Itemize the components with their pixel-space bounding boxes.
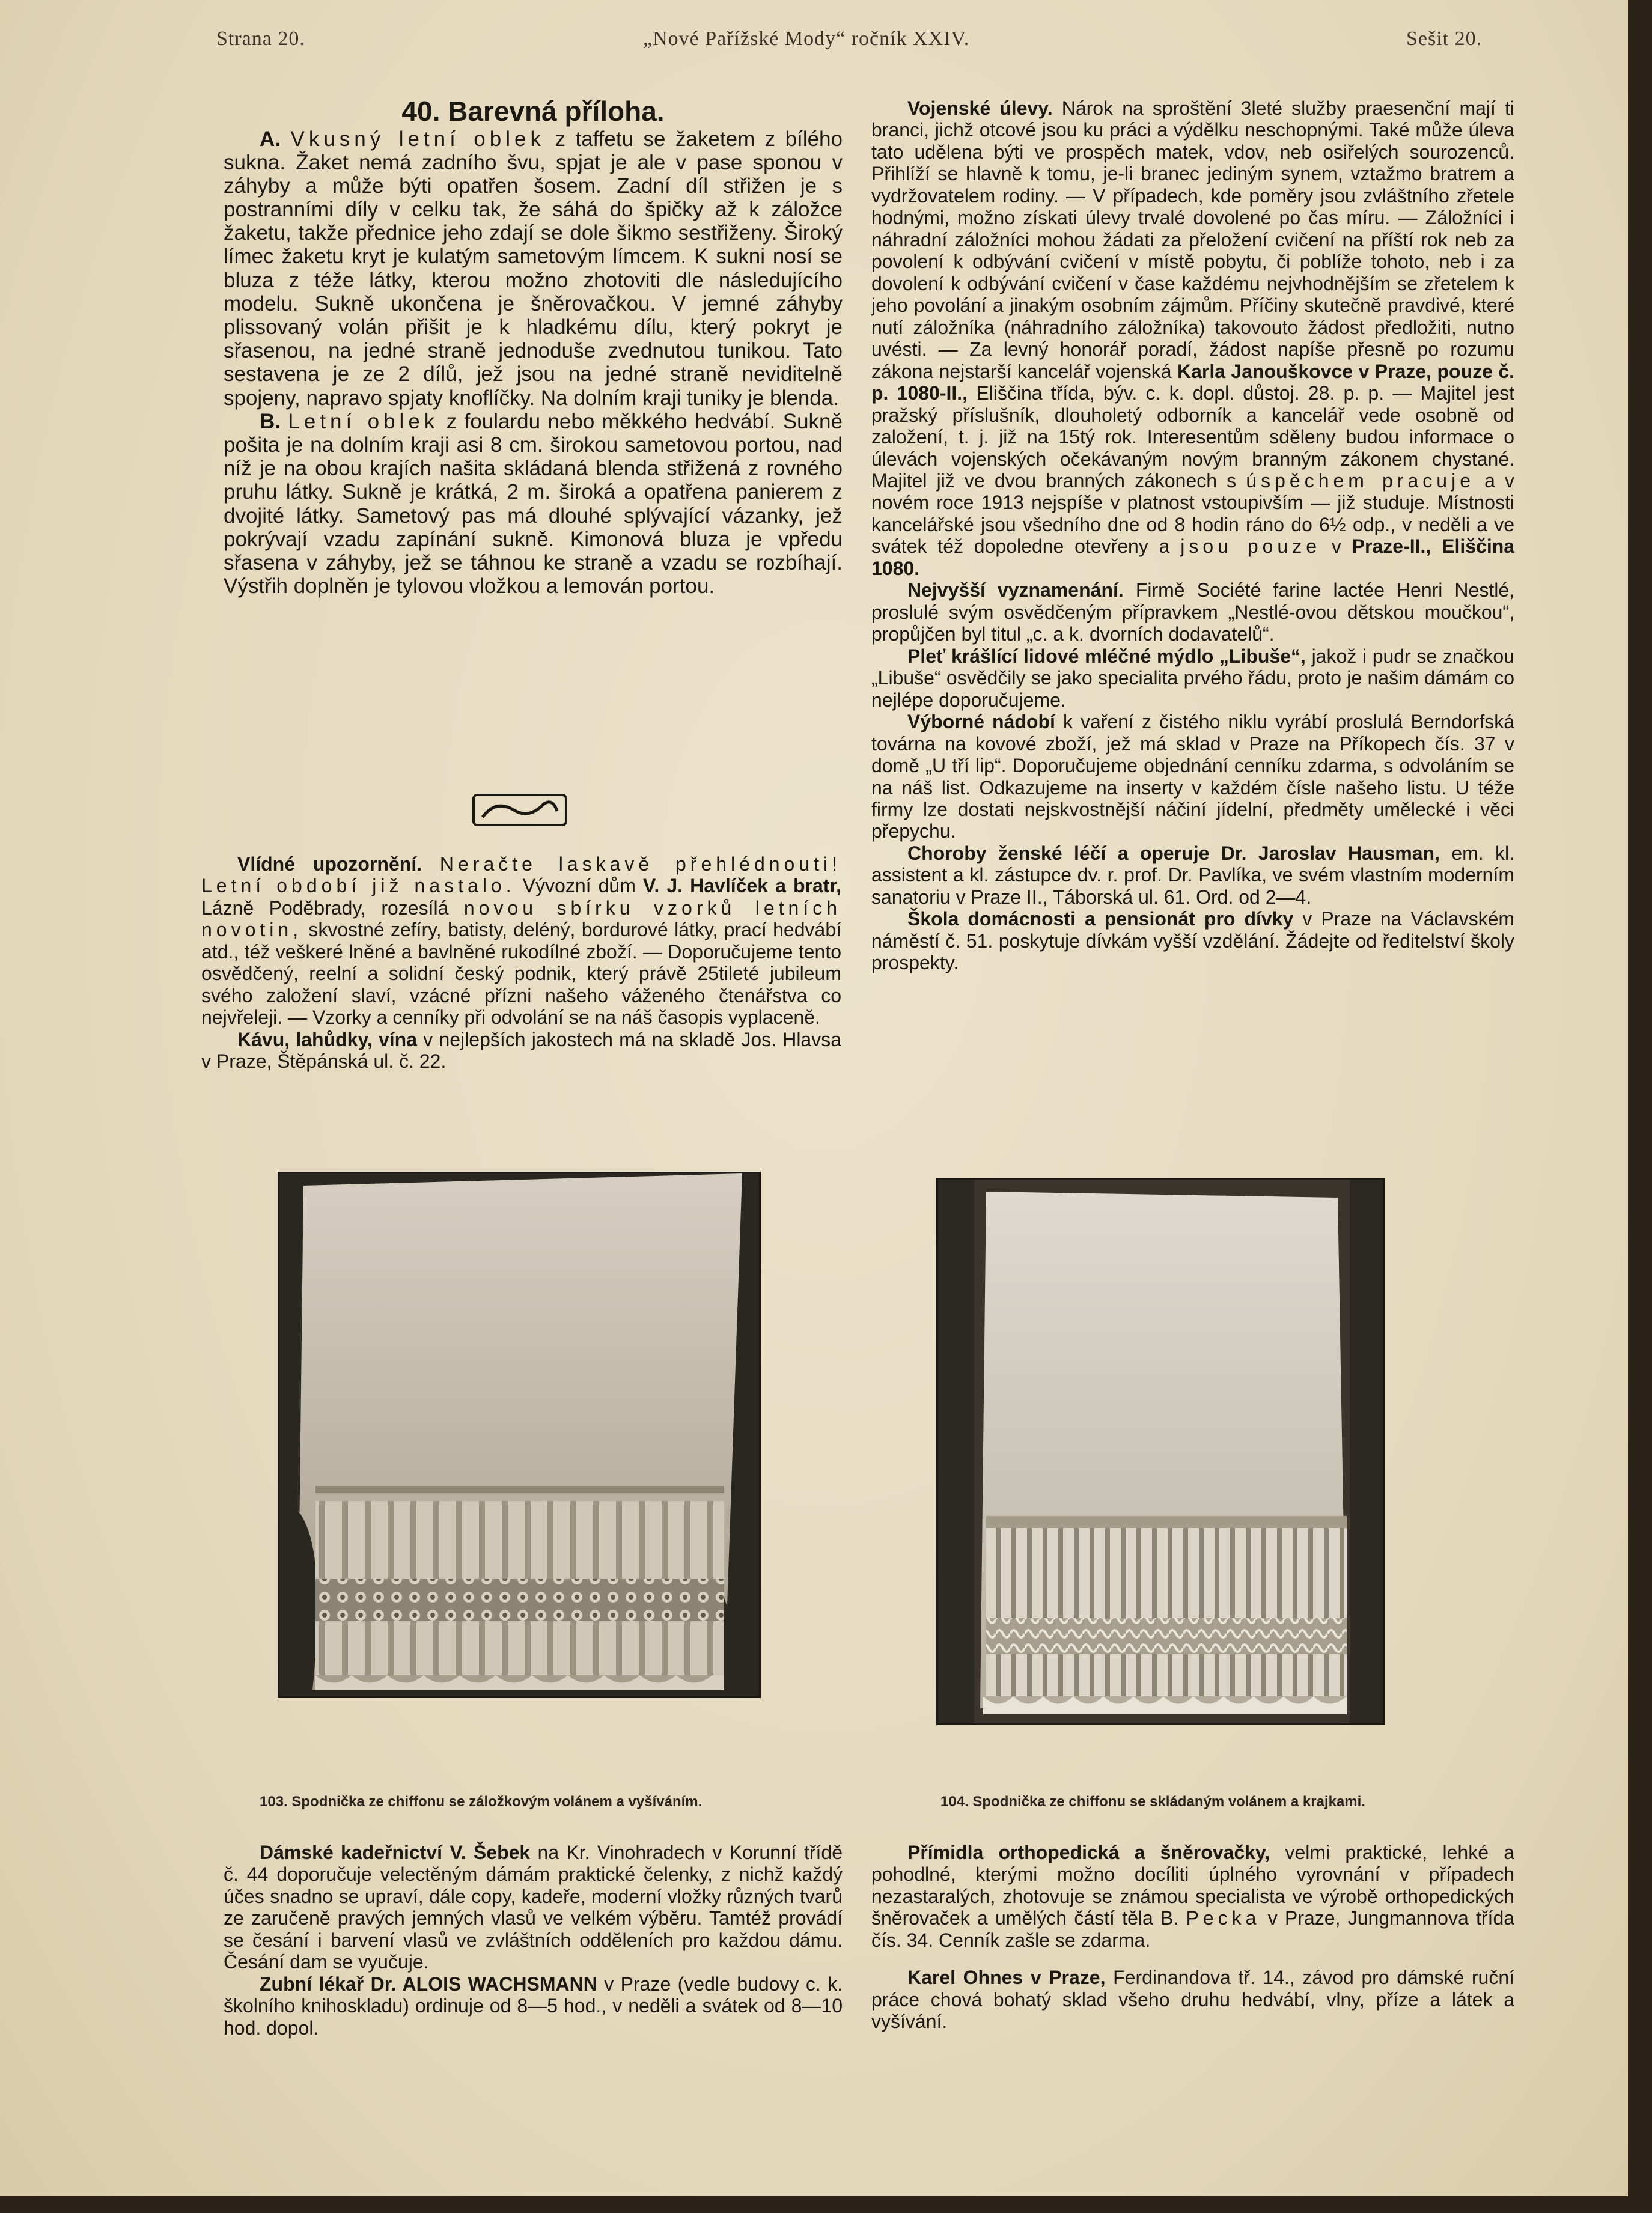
right-column	[871, 97, 1514, 974]
ad-kadernictvi: Dámské kadeřnictví V. Šebek na Kr. Vinohradech v Korunní třídě č. 44 doporučuje velectěným dámám praktické čelenky, z nichž každý účes snadno se upraví, dále copy, kadeře, moderní vložky různých tvarů ze zaručeně pravých jemných vlasů ve velkém výběru. Tamtéž provádí se česání i barvení vlasů ve zvláštních odděleních pro každou dámu. Česání dam se vyučuje.	[224, 1842, 843, 1973]
ad-primidla: Přímidla orthopedická a šněrovačky, velmi praktické, lehké a pohodlné, kterými možno docíliti úplného vyrovnání v případech nezastaralých, zhotovuje se známou specialista ve výrobě orthopedických šněrovaček a umělých částí těla B. Pecka v Praze, Jungmannova třída čís. 34. Cenník zašle se zdarma.	[871, 1842, 1515, 1951]
page-edge-right	[1628, 0, 1652, 2213]
figure-104-caption: 104. Spodnička ze chiffonu se skládaným volánem a krajkami.	[940, 1794, 1365, 1810]
page-number: Strana 20.	[216, 28, 305, 50]
ad-choroby: Choroby ženské léčí a operuje Dr. Jaroslav Hausman, em. kl. assistent a kl. zástupce dv. r. prof. Dr. Pavlíka, ve svém vlastním moderním sanatoriu v Praze II., Táborská ul. 61. Ord. od 2—4.	[871, 842, 1515, 908]
section-heading: 40. Barevná příloha.	[401, 96, 665, 127]
journal-title: „Nové Pařížské Mody“ ročník XXIV.	[643, 28, 970, 50]
petticoat-104-image	[938, 1180, 1383, 1723]
page-edge-bottom	[0, 2196, 1652, 2213]
issue-number: Sešit 20.	[1406, 28, 1483, 50]
petticoat-103-image	[279, 1173, 759, 1696]
bottom-left-ads	[224, 1842, 843, 2039]
ad-vlidne: Vlídné upozornění. Neračte laskavě přehlédnouti! Letní období již nastalo. Vývozní dům V. J. Havlíček a bratr, Lázně Poděbrady, rozesílá novou sbírku vzorků letních novotin, skvostné zefíry, batisty, deléný, bordurové látky, prací hedvábí atd., též veškeré lněné a bavlněné rukodílné zboží. — Doporučujeme tento osvědčený, reelní a solidní český podnik, který právě 25tileté jubileum svého založení slaví, vzácné přízni našeho váženého čtenářstva co nejvřeleji. — Vzorky a cenníky při odvolání se na náš časopis vyplaceně.	[201, 853, 842, 1029]
bottom-right-ads	[871, 1842, 1514, 2033]
figure-103-photo	[278, 1172, 761, 1698]
paragraph-a: A. Vkusný letní oblek z taffetu se žaketem z bílého sukna. Žaket nemá zadního švu, spjat je ale v pase sponou v záhyby a může býti opatřen šosem. Zadní díl střižen je s postranními díly v celku tak, že sáhá do špičky až k záložce žaketu, takže přednice jeho zdají se dole šikmo sestřiženy. Široký límec žaketu kryt je kulatým sametovým límcem. K sukni nosí se bluza z téže látky, kterou možno zhotoviti dle následujícího modelu. Sukně ukončena je šněrovačkou. V jemné záhyby plissovaný volán přišit je k hladkému dílu, který pokryt je sřasenou, na jedné straně jednoduše zvednutou tunikou. Tato sestavena je ze 2 dílů, jež jsou na jedné straně neviditelně spojeny, napravo spjaty knoflíčky. Na dolním kraji tuniky je blenda.	[224, 127, 843, 410]
ad-skola: Škola domácnosti a pensionát pro dívky v Praze na Václavském náměstí č. 51. poskytuje dívkám vyšší vzdělání. Žádejte od ředitelství školy prospekty.	[871, 908, 1515, 974]
ad-nejvyssi: Nejvyšší vyznamenání. Firmě Société farine lactée Henri Nestlé, proslulé svým osvědčeným přípravkem „Nestlé-ovou dětskou moučkou“, propůjčen byl titul „c. a k. dvorních dodavatelů“.	[871, 579, 1515, 645]
left-column	[224, 96, 843, 598]
ad-vojenske: Vojenské úlevy. Nárok na sproštění 3leté služby praesenční mají ti branci, jichž otcové jsou ku práci a výdělku neschopnými. Také může úleva tato udělena býti ve prospěch matek, vdov, neb osiřelých sourozenců. Přihlíží se hlavně k tomu, je-li branec jediným synem, vztažmo bratrem a vydržovatelem rodiny. — V případech, kde poměry jsou zvláštního zřetele hodnými, možno získati úlevy trvalé dovolené po čas míru. — Záložníci i náhradní záložníci mohou žádati za přeložení cvičení na příští rok neb za povolení k odbývání cvičení v místě pobytu, či poblíže tohoto, neb i za dovolení k odbývání cvičení v čase každému nejvhodnějším se zřetelem k jeho povolání a jinakým osobním zájmům. Příčiny skutečně pravdivé, které nutí záložníka (náhradního záložníka) takovouto žádost předložiti, nutno uvésti. — Za levný honorář poradí, žádost napíše přesně po rozumu zákona nejstarší kancelář vojenská Karla Janouškovce v Praze, pouze č. p. 1080-II., Eliščina třída, býv. c. k. dopl. důstoj. 28. p. p. — Majitel jest pražský příslušník, dlouholetý odborník a kancelář vede osobně od založení, t. j. již na 15tý rok. Interesentům sděleny budou informace o úlevách vojenských očekávaným novým branným zákonem chystané. Majitel již ve dvou branných zákonech s úspěchem pracuje a v novém roce 1913 nejspíše v platnost vstoupivším — již studuje. Místnosti kancelářské jsou všedního dne od 8 hodin ráno do 6½ odp., v neděli a ve svátek též dopoledne otevřeny a jsou pouze v Praze-II., Eliščina 1080.	[871, 97, 1515, 579]
ad-zubni: Zubní lékař Dr. ALOIS WACHSMANN v Praze (vedle budovy c. k. školního knihoskladu) ordinuje od 8—5 hod., v neděli a svátek od 8—10 hod. dopol.	[224, 1973, 843, 2039]
figure-104-photo	[936, 1178, 1385, 1725]
figure-103-caption: 103. Spodnička ze chiffonu se záložkovým volánem a vyšíváním.	[260, 1794, 703, 1810]
left-ads	[201, 853, 841, 1073]
paragraph-b: B. Letní oblek z foulardu nebo měkkého hedvábí. Sukně pošita je na dolním kraji asi 8 cm. širokou sametovou portou, nad níž je na obou krajích našita skládaná blenda střižená z rovného pruhu látky. Sukně je krátká, 2 m. široká a opatřena panierem z dvojité látky. Sametový pas má dlouhé splývající vázanky, jež pokrývají vzadu zapínání sukně. Kimonová bluza je vpředu sřasena v záhyby, jež se táhnou ke straně a vzadu se rozbíhají. Výstřih doplněn je tylovou vložkou a lemován portou.	[224, 409, 843, 598]
ad-plet: Pleť krášlící lidové mléčné mýdlo „Libuše“, jakož i pudr se značkou „Libuše“ osvědčily se jako specialita prvého řádu, proto je našim dámám co nejlépe doporučujeme.	[871, 645, 1515, 711]
ad-vyborne: Výborné nádobí k vaření z čistého niklu vyrábí proslulá Berndorfská továrna na kovové zboží, jež má sklad v Praze na Příkopech čís. 37 v domě „U tří lip“. Doporučujeme objednání cenníku zdarma, s odvoláním se na náš list. Odkazujeme na inserty v každém čísle našeho listu. U téže firmy lze dostati nejskvostnější náčiní jídelní, předměty umělecké i věci přepychu.	[871, 711, 1515, 842]
ornament-icon	[472, 793, 568, 827]
ad-ohnes: Karel Ohnes v Praze, Ferdinandova tř. 14., závod pro dámské ruční práce chová bohatý sklad všeho druhu hedvábí, vlny, příze a látek a vyšívání.	[871, 1967, 1515, 2033]
ad-kavu: Kávu, lahůdky, vína v nejlepších jakostech má na skladě Jos. Hlavsa v Praze, Štěpánská ul. č. 22.	[201, 1028, 842, 1073]
